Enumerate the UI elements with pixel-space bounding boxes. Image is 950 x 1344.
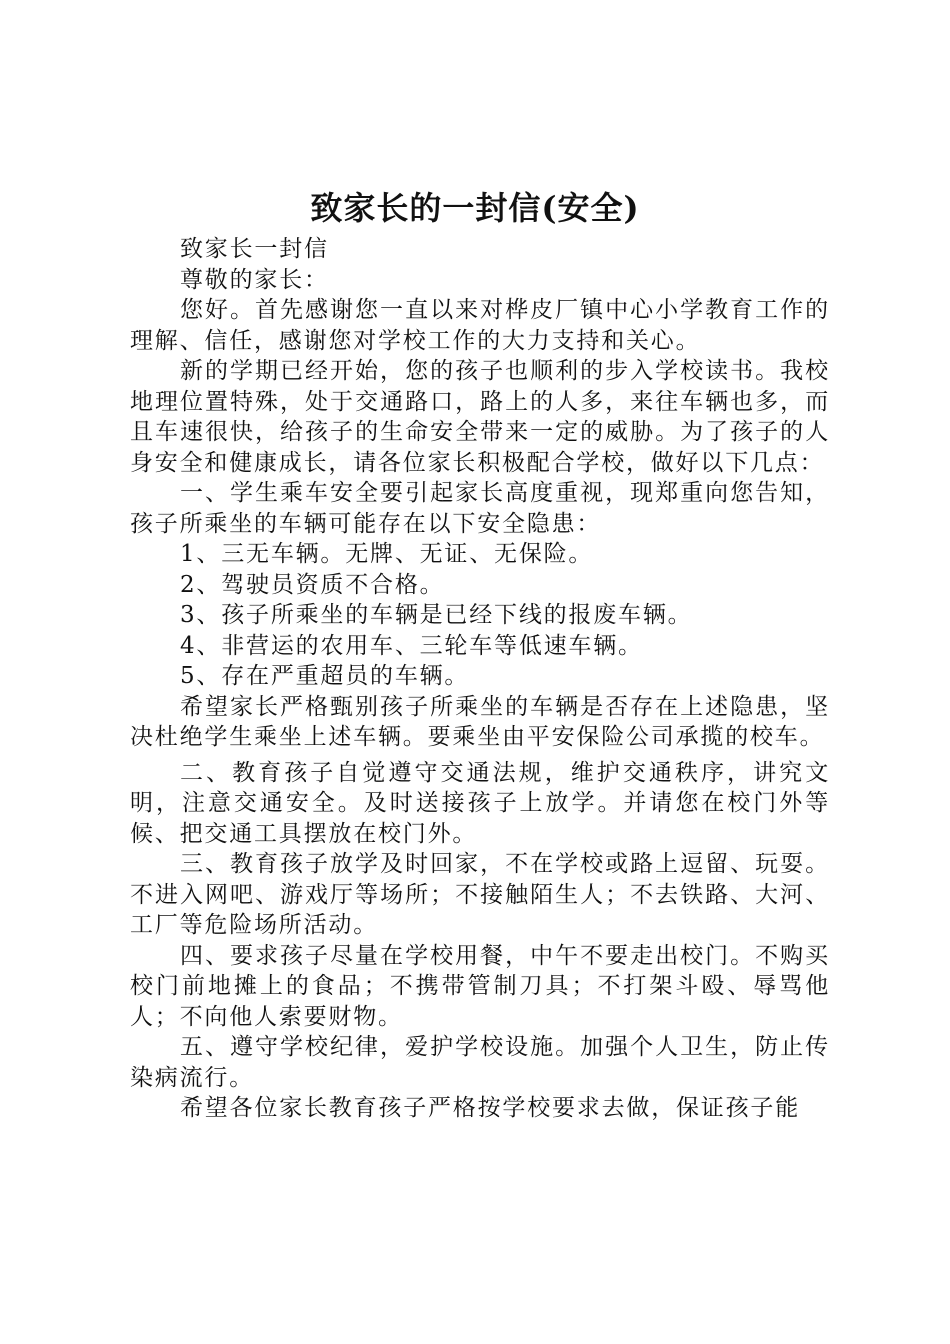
salutation-heading: 致家长一封信: [180, 236, 329, 262]
letter-body: [130, 234, 830, 1124]
list-item-hazard-4: 4、非营运的农用车、三轮车等低速车辆。: [180, 632, 643, 659]
list-item-hazard-3: 3、孩子所乘坐的车辆是已经下线的报废车辆。: [180, 602, 693, 628]
paragraph-closing: 希望各位家长教育孩子严格按学校要求去做，保证孩子能: [180, 1095, 800, 1121]
paragraph-intro: 新的学期已经开始，您的孩子也顺利的步入学校读书。我校地理位置特殊，处于交通路口，路上的人多，来往车辆也多，而且车速很快，给孩子的生命安全带来一定的威胁。为了孩子的人身安全和健康成长，请各位家长积极配合学校，做好以下几点：: [130, 358, 830, 476]
paragraph-bus-advice: 希望家长严格甄别孩子所乘坐的车辆是否存在上述隐患，坚决杜绝学生乘坐上述车辆。要乘坐由平安保险公司承揽的校车。: [130, 693, 830, 750]
paragraph-greeting: 您好。首先感谢您一直以来对桦皮厂镇中心小学教育工作的理解、信任，感谢您对学校工作的大力支持和关心。: [130, 297, 830, 354]
salutation: 尊敬的家长：: [180, 266, 329, 293]
document-title: 致家长的一封信(安全): [310, 189, 640, 227]
paragraph-point-4: 四、要求孩子尽量在学校用餐，中午不要走出校门。不购买校门前地摊上的食品；不携带管制刀具；不打架斗殴、辱骂他人；不向他人索要财物。: [130, 942, 830, 1030]
paragraph-point-1: 一、学生乘车安全要引起家长高度重视，现郑重向您告知，孩子所乘坐的车辆可能存在以下安全隐患：: [130, 480, 830, 537]
list-item-hazard-1: 1、三无车辆。无牌、无证、无保险。: [180, 541, 594, 567]
paragraph-point-5: 五、遵守学校纪律，爱护学校设施。加强个人卫生，防止传染病流行。: [130, 1034, 830, 1091]
list-item-hazard-5: 5、存在严重超员的车辆。: [180, 663, 470, 689]
paragraph-point-2: 二、教育孩子自觉遵守交通法规，维护交通秩序，讲究文明，注意交通安全。及时送接孩子上放学。并请您在校门外等候、把交通工具摆放在校门外。: [130, 759, 830, 847]
list-item-hazard-2: 2、驾驶员资质不合格。: [180, 571, 445, 598]
paragraph-point-3: 三、教育孩子放学及时回家，不在学校或路上逗留、玩耍。不进入网吧、游戏厅等场所；不接触陌生人；不去铁路、大河、工厂等危险场所活动。: [130, 851, 830, 938]
